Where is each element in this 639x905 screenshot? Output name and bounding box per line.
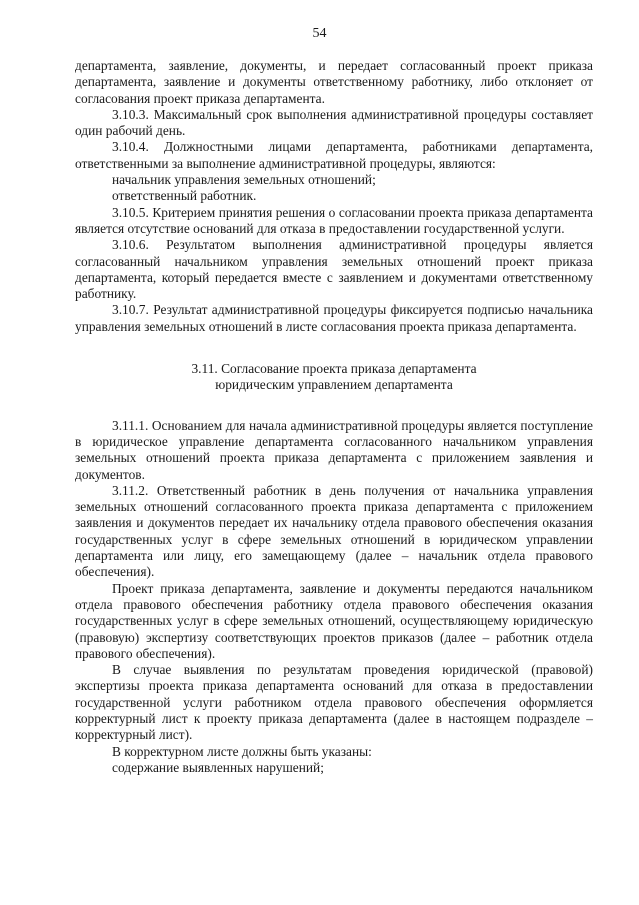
page-number: 54	[312, 26, 327, 41]
section-heading-line-2: юридическим управлением департамента	[215, 377, 453, 393]
paragraph: Проект приказа департамента, заявление и документы передаются начальником отдела правового обеспечения работнику отдела правового обеспечения оказания государственных услуг в сфере земельных отношений, осуществляющему юридическую (правовую) экспертизу соответствующих проектов приказов (далее – работник отдела правового обеспечения).	[75, 580, 593, 661]
paragraph: 3.11.1. Основанием для начала административной процедуры является поступление в юридическое управление департамента согласованного начальником управления земельных отношений проекта приказа департамента с приложением заявления и документов.	[75, 417, 593, 482]
section-heading	[75, 361, 593, 394]
paragraph: департамента, заявление, документы, и передает согласованный проект приказа департамента, заявление и документы ответственному работнику, либо отклоняет от согласования проект приказа департамента.	[75, 58, 593, 106]
paragraph: 3.10.5. Критерием принятия решения о согласовании проекта приказа департамента является отсутствие оснований для отказа в предоставлении государственной услуги.	[75, 204, 593, 236]
paragraph: 3.10.4. Должностными лицами департамента, работниками департамента, ответственными за выполнение административной процедуры, являются:	[75, 139, 593, 171]
section-3-10-continuation	[75, 58, 593, 335]
section-3-11-body	[75, 418, 593, 777]
list-item: начальник управления земельных отношений;	[112, 172, 376, 188]
paragraph: 3.11.2. Ответственный работник в день получения от начальника управления земельных отношений согласованного проекта приказа департамента с приложением заявления и документов передает их начальнику отдела правового обеспечения оказания государственных услуг в сфере земельных отношений в юридическом управлении департамента или лицу, его замещающему (далее – начальник отдела правового обеспечения).	[75, 482, 593, 580]
list-item: ответственный работник.	[112, 188, 257, 204]
list-item: содержание выявленных нарушений;	[112, 759, 324, 775]
paragraph: 3.10.6. Результатом выполнения административной процедуры является согласованный начальником управления земельных отношений проект приказа департамента, который передается вместе с заявлением и документами ответственному работнику.	[75, 237, 593, 302]
paragraph: В корректурном листе должны быть указаны:	[112, 743, 372, 759]
paragraph: В случае выявления по результатам проведения юридической (правовой) экспертизы проекта приказа департамента оснований для отказа в предоставлении государственной услуги работником отдела правового обеспечения оформляется корректурный лист к проекту приказа департамента (далее в настоящем подразделе – корректурный лист).	[75, 662, 593, 743]
section-heading-line-1: 3.11. Согласование проекта приказа департамента	[191, 361, 477, 377]
paragraph: 3.10.7. Результат административной процедуры фиксируется подписью начальника управления земельных отношений в листе согласования проекта приказа департамента.	[75, 302, 593, 334]
document-body	[75, 58, 593, 776]
paragraph: 3.10.3. Максимальный срок выполнения административной процедуры составляет один рабочий день.	[75, 106, 593, 139]
